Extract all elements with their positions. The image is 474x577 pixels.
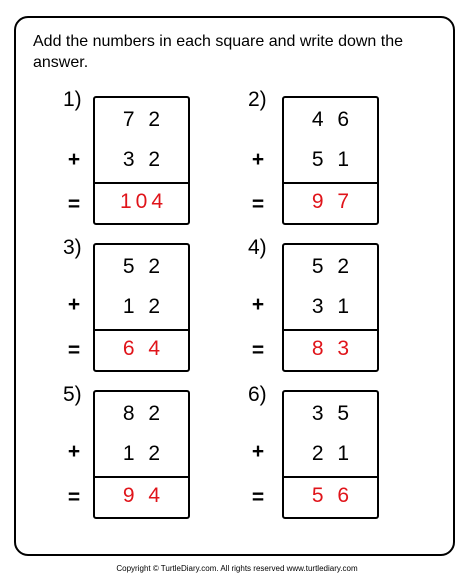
second-addend: 5 1 (311, 148, 354, 171)
problem-number: 4) (248, 236, 267, 259)
problem-number: 5) (63, 383, 82, 406)
sum-line (284, 329, 377, 331)
equals-sign: = (67, 193, 81, 216)
plus-sign: + (67, 440, 81, 463)
equals-sign: = (251, 486, 265, 509)
first-addend: 3 5 (311, 402, 354, 425)
copyright-footer: Copyright © TurtleDiary.com. All rights reserved www.turtlediary.com (116, 564, 358, 573)
problem-number: 3) (63, 236, 82, 259)
problem-box (93, 96, 190, 225)
sum-line (95, 476, 188, 478)
plus-sign: + (67, 148, 81, 171)
plus-sign: + (251, 293, 265, 316)
second-addend: 1 2 (122, 295, 165, 318)
first-addend: 5 2 (122, 255, 165, 278)
plus-sign: + (251, 148, 265, 171)
second-addend: 3 2 (122, 148, 165, 171)
equals-sign: = (67, 486, 81, 509)
problem-number: 2) (248, 88, 267, 111)
answer: 5 6 (311, 484, 354, 507)
answer: 9 7 (311, 190, 354, 213)
equals-sign: = (251, 193, 265, 216)
second-addend: 2 1 (311, 442, 354, 465)
problem-box (93, 390, 190, 519)
instruction-text: Add the numbers in each square and write down the answer. (33, 33, 404, 71)
problem-number: 1) (63, 88, 82, 111)
problem-box (93, 243, 190, 372)
first-addend: 7 2 (122, 108, 165, 131)
sum-line (95, 329, 188, 331)
problem-box (282, 390, 379, 519)
answer: 6 4 (122, 337, 165, 360)
problem-number: 6) (248, 383, 267, 406)
answer: 104 (119, 190, 168, 213)
sum-line (284, 476, 377, 478)
second-addend: 3 1 (311, 295, 354, 318)
sum-line (284, 182, 377, 184)
plus-sign: + (251, 440, 265, 463)
first-addend: 5 2 (311, 255, 354, 278)
answer: 9 4 (122, 484, 165, 507)
problem-box (282, 243, 379, 372)
sum-line (95, 182, 188, 184)
plus-sign: + (67, 293, 81, 316)
problem-box (282, 96, 379, 225)
equals-sign: = (67, 339, 81, 362)
second-addend: 1 2 (122, 442, 165, 465)
answer: 8 3 (311, 337, 354, 360)
first-addend: 4 6 (311, 108, 354, 131)
first-addend: 8 2 (122, 402, 165, 425)
equals-sign: = (251, 339, 265, 362)
